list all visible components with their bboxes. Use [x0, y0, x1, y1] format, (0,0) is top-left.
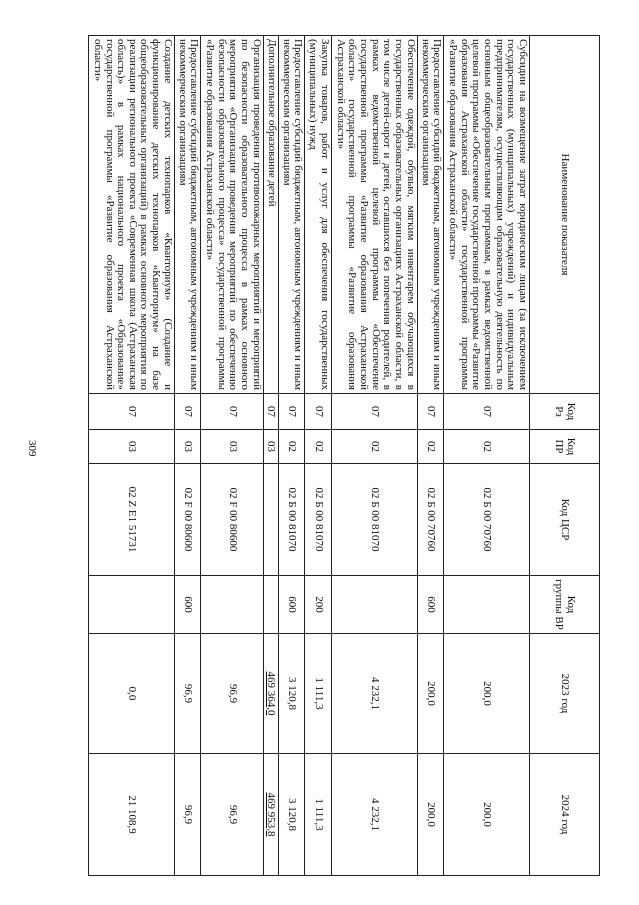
row-value-2024: 200,0 — [444, 754, 530, 876]
row-pr: 02 — [444, 430, 530, 464]
table-row — [174, 36, 201, 876]
row-value-2023: 200,0 — [417, 634, 444, 754]
row-csr: 02 Б 00 81070 — [278, 464, 305, 576]
table-row — [305, 36, 332, 876]
row-rz: 07 — [331, 394, 417, 430]
header-year-2023: 2023 год — [530, 634, 600, 754]
header-code-pr: Код ПР — [530, 430, 600, 464]
table-row — [201, 36, 263, 876]
row-name: Предоставление субсидий бюджетным, автономным учреждениям и иным некоммерческим организациям — [417, 36, 444, 394]
row-value-2023: 0,0 — [89, 634, 175, 754]
row-value-2024: 4 232,1 — [331, 754, 417, 876]
row-pr: 02 — [278, 430, 305, 464]
row-value-2023: 3 120,8 — [278, 634, 305, 754]
row-pr: 03 — [89, 430, 175, 464]
header-year-2024: 2024 год — [530, 754, 600, 876]
row-name: Предоставление субсидий бюджетным, автономным учреждениям и иным некоммерческим организациям — [278, 36, 305, 394]
page-number: 309 — [26, 440, 38, 457]
row-vr: 600 — [174, 576, 201, 634]
table-row — [444, 36, 530, 876]
row-rz: 07 — [444, 394, 530, 430]
row-pr: 03 — [174, 430, 201, 464]
row-value-2024: 96,9 — [174, 754, 201, 876]
row-pr: 02 — [331, 430, 417, 464]
header-code-csr: Код ЦСР — [530, 464, 600, 576]
row-name: Дополнительное образование детей — [263, 36, 278, 394]
row-name: Предоставление субсидий бюджетным, автономным учреждениям и иным некоммерческим организациям — [174, 36, 201, 394]
header-code-vr: Код группы ВР — [530, 576, 600, 634]
row-csr — [263, 464, 278, 576]
budget-table — [88, 35, 600, 876]
row-rz: 07 — [278, 394, 305, 430]
row-rz: 07 — [174, 394, 201, 430]
row-name: Организация проведения противопожарных мероприятий и мероприятий по безопасности образовательного процесса в рамках основного мероприятия «Организация проведения мероприятий по обеспечению безопасности образовательного процесса» государственной программы «Развитие образования Астраханской области» — [201, 36, 263, 394]
row-vr — [89, 576, 175, 634]
row-value-2024: 96,9 — [201, 754, 263, 876]
row-vr: 600 — [417, 576, 444, 634]
row-value-2024: 3 120,8 — [278, 754, 305, 876]
row-rz: 07 — [305, 394, 332, 430]
row-vr — [444, 576, 530, 634]
row-csr: 02 F 00 80600 — [201, 464, 263, 576]
row-vr — [201, 576, 263, 634]
row-value-2023: 1 111,3 — [305, 634, 332, 754]
row-value-2023: 96,9 — [201, 634, 263, 754]
row-csr: 02 Z E1 51731 — [89, 464, 175, 576]
row-rz: 07 — [201, 394, 263, 430]
row-csr: 02 F 00 80600 — [174, 464, 201, 576]
row-value-2023: 200,0 — [444, 634, 530, 754]
header-code-rz: Код Рз — [530, 394, 600, 430]
row-value-2023: 4 232,1 — [331, 634, 417, 754]
table-row — [417, 36, 444, 876]
row-value-2024: 21 108,9 — [89, 754, 175, 876]
table-row — [278, 36, 305, 876]
table-row — [331, 36, 417, 876]
row-vr: 200 — [305, 576, 332, 634]
row-csr: 02 Б 00 70760 — [444, 464, 530, 576]
row-name: Создание детских технопарков «Кванториум» (Создание и функционирование детских технопарков «Кванториум» на базе общеобразовательных организаций) в рамках основного мероприятия по реализации регионального проекта «Современная школа (Астраханская область)» в рамках национального проекта «Образование» государственной программы «Развитие образования Астраханской области» — [89, 36, 175, 394]
row-vr — [331, 576, 417, 634]
row-rz: 07 — [89, 394, 175, 430]
row-pr: 03 — [263, 430, 278, 464]
table-row — [89, 36, 175, 876]
row-vr: 600 — [278, 576, 305, 634]
row-csr: 02 Б 00 70760 — [417, 464, 444, 576]
header-indicator-name: Наименование показателя — [530, 36, 600, 394]
row-value-2023: 469 364,0 — [263, 634, 278, 754]
budget-table-container — [88, 35, 600, 875]
row-name: Закупка товаров, работ и услуг для обеспечения государственных (муниципальных) нужд — [305, 36, 332, 394]
row-vr — [263, 576, 278, 634]
row-name: Субсидии на возмещение затрат юридическим лицам (за исключением государственных (муниципальных) учреждений) и индивидуальным предпринимателям, осуществляющим образовательную деятельность по основным общеобразовательным программам, в рамках ведомственной целевой программы «Обеспечение государственной программы «Развитие образования Астраханской области» государственной программы «Развитие образования Астраханской области» — [444, 36, 530, 394]
row-rz: 07 — [263, 394, 278, 430]
row-value-2024: 200,0 — [417, 754, 444, 876]
row-value-2023: 96,9 — [174, 634, 201, 754]
row-csr: 02 Б 00 81070 — [305, 464, 332, 576]
row-pr: 03 — [201, 430, 263, 464]
row-rz: 07 — [417, 394, 444, 430]
table-header-row — [530, 36, 600, 876]
row-csr: 02 Б 00 81070 — [331, 464, 417, 576]
row-value-2024: 1 111,3 — [305, 754, 332, 876]
row-pr: 02 — [305, 430, 332, 464]
row-pr: 02 — [417, 430, 444, 464]
row-name: Обеспечение одеждой, обувью, мягким инвентарем обучающихся в государственных образовательных организациях Астраханской области, в том числе детей-сирот и детей, оставшихся без попечения родителей, в рамках ведомственной целевой программы «Обеспечение государственной программы «Развитие образования Астраханской области» государственной программы «Развитие образования Астраханской области» — [331, 36, 417, 394]
table-row-section-total — [263, 36, 278, 876]
row-value-2024: 469 953,8 — [263, 754, 278, 876]
